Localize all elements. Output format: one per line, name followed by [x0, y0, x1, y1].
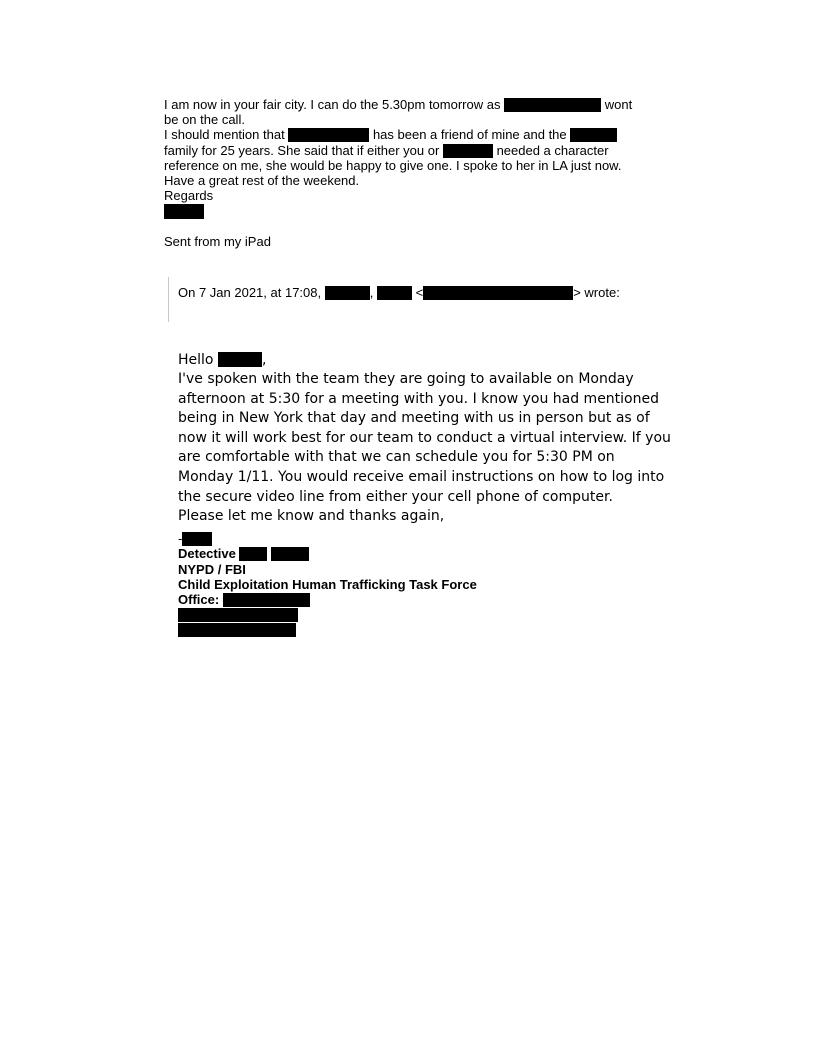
- redaction-block: [271, 547, 309, 561]
- quoted-line: the secure video line from either your cell phone of computer.: [178, 489, 613, 505]
- quoted-line: now it will work best for our team to conduct a virtual interview. If you: [178, 430, 671, 446]
- redaction-block: [164, 204, 204, 219]
- text-segment: ,: [261, 352, 267, 368]
- text-segment: I am now in your fair city. I can do the 5.30pm tomorrow as: [164, 97, 501, 112]
- text-segment: has been a friend of mine and the: [372, 127, 567, 142]
- quoted-line: I've spoken with the team they are going to available on Monday: [178, 371, 634, 387]
- redaction-block: [223, 593, 310, 607]
- signature-title: [178, 546, 309, 561]
- signature-task-force: Child Exploitation Human Trafficking Task Force: [178, 577, 477, 592]
- text-segment: -: [178, 531, 183, 546]
- redaction-block: [218, 352, 262, 367]
- quote-bar: [168, 277, 169, 322]
- redaction-block: [239, 547, 267, 561]
- text-segment: Hello: [178, 352, 214, 368]
- text-segment: > wrote:: [573, 285, 620, 300]
- text-segment: ,: [369, 285, 374, 300]
- text-segment: family for 25 years. She said that if either you or: [164, 143, 440, 158]
- text-segment: wont: [604, 97, 633, 112]
- signature-org: NYPD / FBI: [178, 562, 246, 577]
- redaction-block: [423, 286, 573, 300]
- text-segment: Office:: [178, 592, 220, 607]
- text-segment: On 7 Jan 2021, at 17:08,: [178, 285, 322, 300]
- redaction-block: [325, 286, 370, 300]
- signature-dash: [178, 531, 212, 546]
- email-line-5: reference on me, she would be happy to give one. I spoke to her in LA just now.: [164, 158, 622, 173]
- quoted-line: afternoon at 5:30 for a meeting with you. I know you had mentioned: [178, 391, 659, 407]
- redaction-block: [182, 532, 212, 546]
- redaction-block: [504, 98, 601, 112]
- redaction-block: [443, 144, 493, 158]
- quoted-greeting: [178, 351, 266, 371]
- signature-office: [178, 592, 310, 607]
- text-segment: <: [415, 285, 424, 300]
- text-segment: Detective: [178, 546, 236, 561]
- text-segment: I should mention that: [164, 127, 285, 142]
- quoted-header: [178, 285, 620, 300]
- email-line-3: [164, 127, 617, 142]
- redaction-block: [178, 608, 298, 622]
- quoted-line: Monday 1/11. You would receive email instructions on how to log into: [178, 469, 665, 485]
- redaction-block: [178, 623, 296, 637]
- redaction-block: [288, 128, 369, 142]
- text-segment: needed a character: [496, 143, 609, 158]
- email-line-4: [164, 143, 609, 158]
- quoted-line: are comfortable with that we can schedule you for 5:30 PM on: [178, 449, 615, 465]
- quoted-line: being in New York that day and meeting with us in person but as of: [178, 410, 650, 426]
- redaction-block: [377, 286, 412, 300]
- email-line-1: [164, 97, 632, 112]
- closing: Regards: [164, 188, 214, 203]
- email-line-6: Have a great rest of the weekend.: [164, 173, 360, 188]
- sent-from: Sent from my iPad: [164, 234, 271, 249]
- redaction-block: [570, 128, 617, 142]
- quoted-line: Please let me know and thanks again,: [178, 508, 445, 524]
- email-line-2: be on the call.: [164, 112, 245, 127]
